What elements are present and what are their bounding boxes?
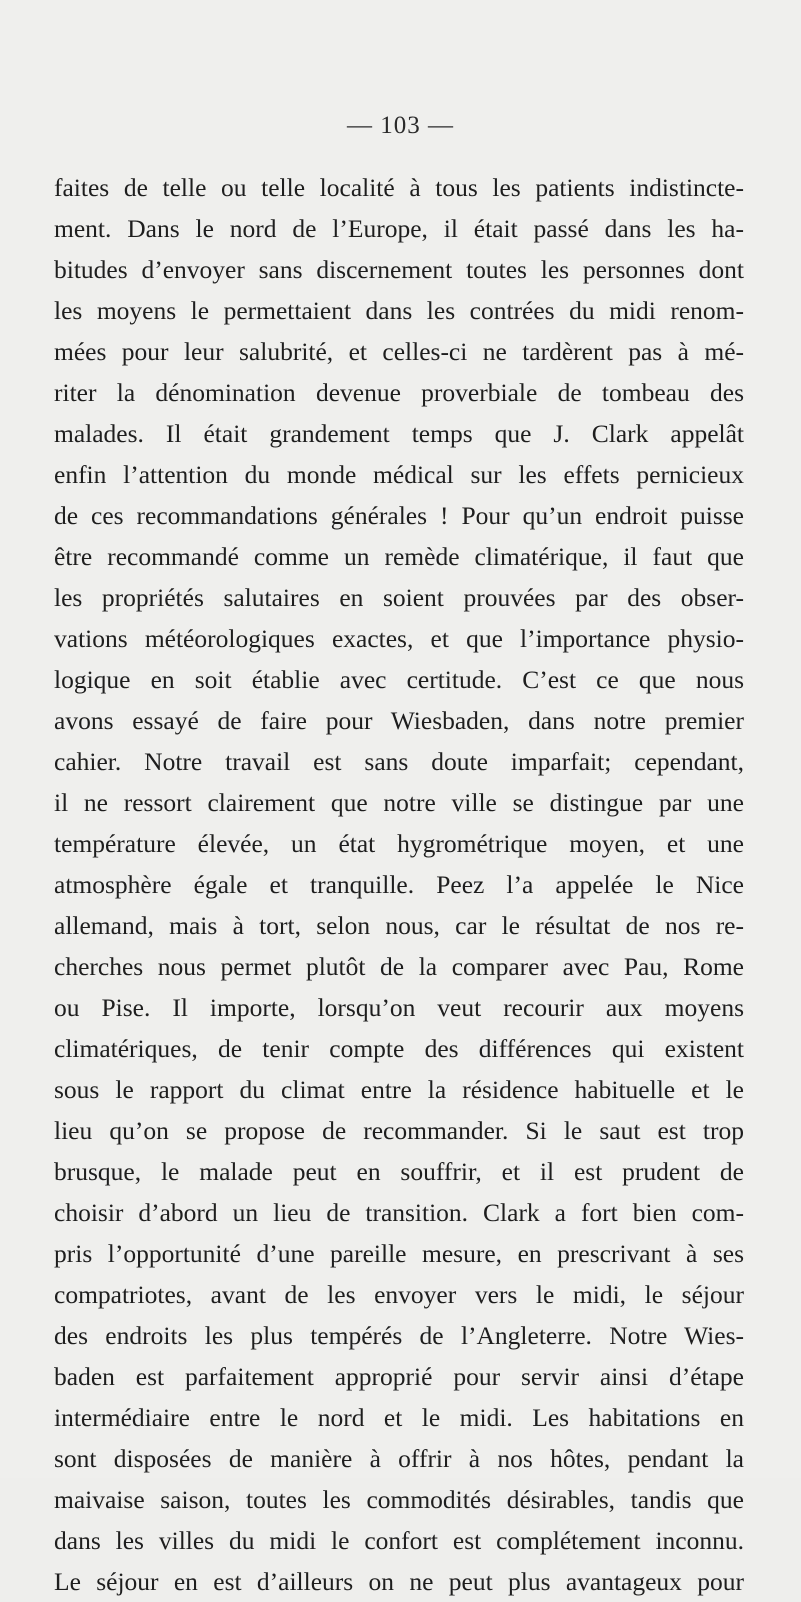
text-line: intermédiaire entre le nord et le midi. Les habitations en [54, 1403, 744, 1432]
text-line: malades. Il était grandement temps que J. Clark appelât [54, 419, 744, 448]
text-line: être recommandé comme un remède climatérique, il faut que [54, 542, 744, 571]
page-number: — 103 — [347, 112, 454, 139]
text-line: sont disposées de manière à offrir à nos hôtes, pendant la [54, 1444, 744, 1473]
text-line: cherches nous permet plutôt de la comparer avec Pau, Rome [54, 952, 744, 981]
text-line: de ces recommandations générales ! Pour qu’un endroit puisse [54, 501, 744, 530]
text-line: baden est parfaitement approprié pour servir ainsi d’étape [54, 1362, 744, 1391]
text-line: dans les villes du midi le confort est complétement inconnu. [54, 1526, 744, 1555]
text-line: faites de telle ou telle localité à tous les patients indistincte- [54, 173, 744, 202]
text-line: ment. Dans le nord de l’Europe, il était passé dans les ha- [54, 214, 744, 243]
text-line: lieu qu’on se propose de recommander. Si le saut est trop [54, 1116, 744, 1145]
text-line: riter la dénomination devenue proverbiale de tombeau des [54, 378, 744, 407]
text-line: enfin l’attention du monde médical sur les effets pernicieux [54, 460, 744, 489]
text-line: cahier. Notre travail est sans doute imparfait; cependant, [54, 747, 744, 776]
text-line: Le séjour en est d’ailleurs on ne peut plus avantageux pour [54, 1567, 744, 1596]
text-line: choisir d’abord un lieu de transition. Clark a fort bien com- [54, 1198, 744, 1227]
text-line: brusque, le malade peut en souffrir, et il est prudent de [54, 1157, 744, 1186]
text-line: des endroits les plus tempérés de l’Angleterre. Notre Wies- [54, 1321, 744, 1350]
text-line: pris l’opportunité d’une pareille mesure, en prescrivant à ses [54, 1239, 744, 1268]
text-line: il ne ressort clairement que notre ville se distingue par une [54, 788, 744, 817]
text-line: les propriétés salutaires en soient prouvées par des obser- [54, 583, 744, 612]
text-line: température élevée, un état hygrométrique moyen, et une [54, 829, 744, 858]
text-line: atmosphère égale et tranquille. Peez l’a appelée le Nice [54, 870, 744, 899]
text-line: les moyens le permettaient dans les contrées du midi renom- [54, 296, 744, 325]
text-line: climatériques, de tenir compte des différences qui existent [54, 1034, 744, 1063]
text-line: allemand, mais à tort, selon nous, car le résultat de nos re- [54, 911, 744, 940]
text-line: avons essayé de faire pour Wiesbaden, dans notre premier [54, 706, 744, 735]
text-line: mées pour leur salubrité, et celles-ci ne tardèrent pas à mé- [54, 337, 744, 366]
text-line: maivaise saison, toutes les commodités désirables, tandis que [54, 1485, 744, 1514]
text-line: bitudes d’envoyer sans discernement toutes les personnes dont [54, 255, 744, 284]
text-line: logique en soit établie avec certitude. C’est ce que nous [54, 665, 744, 694]
text-line: vations météorologiques exactes, et que l’importance physio- [54, 624, 744, 653]
text-line: sous le rapport du climat entre la résidence habituelle et le [54, 1075, 744, 1104]
text-line: ou Pise. Il importe, lorsqu’on veut recourir aux moyens [54, 993, 744, 1022]
body-text [54, 167, 744, 1602]
text-line: compatriotes, avant de les envoyer vers le midi, le séjour [54, 1280, 744, 1309]
